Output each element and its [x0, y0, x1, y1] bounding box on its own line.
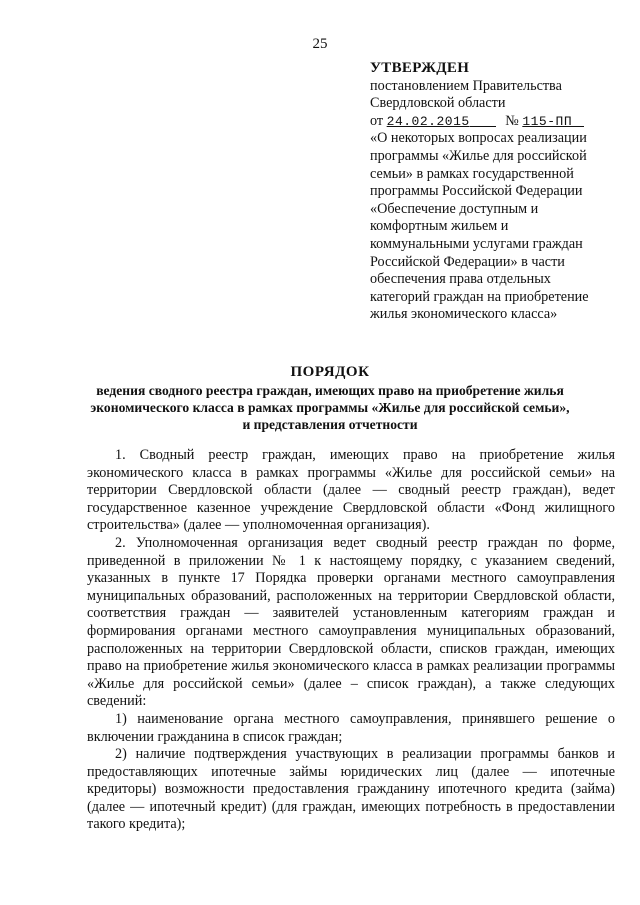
subtitle-line: экономического класса в рамках программы «Жилье для российской семьи»,: [90, 400, 570, 415]
approval-line: Свердловской области: [370, 95, 506, 112]
paragraph: 2. Уполномоченная организация ведет сводный реестр граждан по форме, приведенной в приложении № 1 к настоящему порядку, с указанием сведений, указанных в пункте 17 Порядка проверки органами местного самоуправления муниципальных образований, расположенных на территории Свердловской области, соответствия граждан — заявителей установленным категориям граждан и формирования органами местного самоуправления муниципальных образований, расположенных на территории Свердловской области, списков граждан, имеющих право на приобретение жилья экономического класса в рамках реализации программы «Жилье для российской семьи» (далее – список граждан), а также следующих сведений:: [87, 534, 615, 710]
decree-date: 24.02.2015: [386, 113, 470, 129]
subtitle-line: ведения сводного реестра граждан, имеющих право на приобретение жилья: [96, 383, 564, 398]
paragraph: 2) наличие подтверждения участвующих в реализации программы банков и предоставляющих ипотечные займы юридических лиц (далее — ипотечные кредиторы) возможности предоставления гражданину ипотечного кредита (займа) (далее — ипотечный кредит) (для граждан, имеющих потребность в предоставлении такого кредита);: [87, 746, 615, 833]
decree-number: 115-ПП: [522, 113, 573, 129]
date-prefix: от: [370, 112, 384, 129]
document-title: [40, 362, 620, 433]
page-number: 25: [312, 36, 328, 52]
approved-heading: УТВЕРЖДЕН: [370, 60, 470, 76]
approval-line: постановлением Правительства: [370, 77, 562, 94]
decree-date-number-line: [370, 113, 626, 131]
decree-title-line: обеспечения права отдельных: [370, 271, 551, 288]
decree-title-line: «Обеспечение доступным и: [370, 200, 539, 217]
decree-title-line: жилья экономического класса»: [370, 306, 558, 323]
paragraph: 1) наименование органа местного самоуправления, принявшего решение о включении гражданина в список граждан;: [87, 710, 615, 745]
decree-title-line: коммунальными услугами граждан: [370, 235, 583, 252]
number-underline: [572, 126, 584, 127]
subtitle-line: и представления отчетности: [242, 417, 418, 432]
decree-title-line: семьи» в рамках государственной: [370, 165, 574, 182]
document-body: [87, 447, 615, 834]
decree-title-line: «О некоторых вопросах реализации: [370, 130, 587, 147]
decree-title-line: категорий граждан на приобретение: [370, 288, 589, 305]
date-underline: [470, 126, 496, 127]
approval-block: [370, 60, 626, 324]
decree-title-line: Российской Федерации» в части: [370, 253, 565, 270]
decree-title-line: комфортным жильем и: [370, 218, 509, 235]
paragraph: 1. Сводный реестр граждан, имеющих право на приобретение жилья экономического класса в рамках программы «Жилье для российской семьи» на территории Свердловской области (далее — сводный реестр граждан), ведет государственное казенное учреждение Свердловской области «Фонд жилищного строительства» (далее — уполномоченная организация).: [87, 447, 615, 534]
number-prefix: №: [505, 112, 519, 129]
decree-title-line: программы «Жилье для российской: [370, 147, 587, 164]
main-title: ПОРЯДОК: [290, 364, 370, 380]
decree-title-line: программы Российской Федерации: [370, 183, 583, 200]
